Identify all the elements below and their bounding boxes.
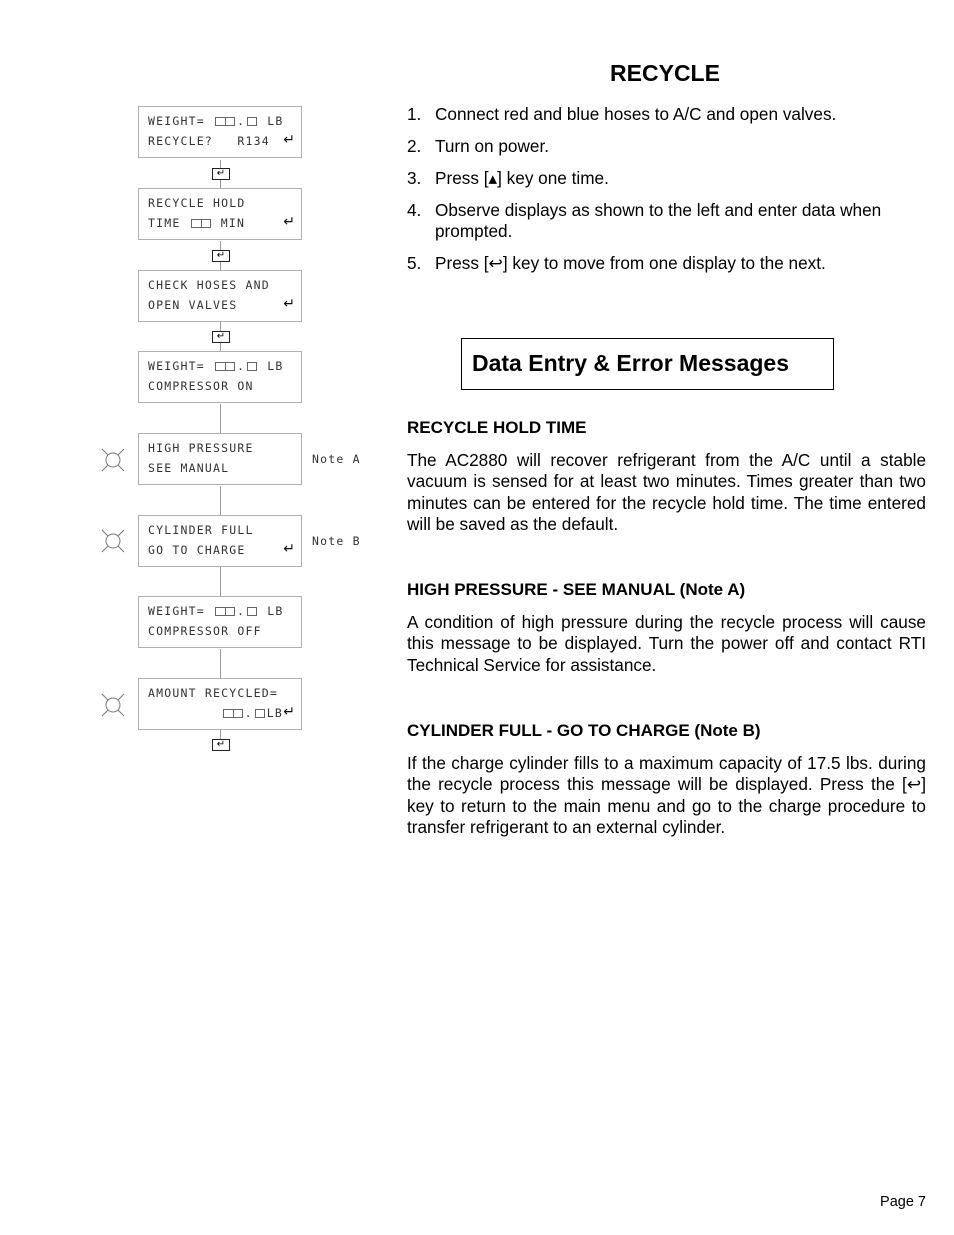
flow-connector	[220, 404, 221, 433]
enter-arrow-icon: ↵	[283, 132, 295, 148]
lcd-display-cylinder-full	[138, 515, 302, 567]
section-heading-recycle-hold: RECYCLE HOLD TIME	[407, 418, 587, 437]
alert-icon	[100, 528, 126, 554]
enter-arrow-icon: ↵	[283, 214, 295, 230]
lcd-line: COMPRESSOR ON	[148, 379, 254, 393]
digit-field	[247, 607, 257, 616]
enter-key-icon: ↵	[212, 168, 230, 180]
lcd-display-compressor-on	[138, 351, 302, 403]
enter-arrow-icon: ↵	[283, 296, 295, 312]
lcd-line: SEE MANUAL	[148, 461, 230, 475]
page-title: RECYCLE	[610, 60, 720, 86]
lcd-line: WEIGHT= . LB	[148, 359, 284, 373]
step-item: 3. Press [▴] key one time.	[407, 168, 609, 188]
lcd-line: AMOUNT RECYCLED=	[148, 686, 278, 700]
flow-connector	[220, 486, 221, 515]
lcd-display-amount-recycled	[138, 678, 302, 730]
digit-field	[215, 362, 235, 371]
lcd-display-compressor-off	[138, 596, 302, 648]
flow-connector	[220, 567, 221, 596]
digit-field	[215, 117, 235, 126]
digit-field	[215, 607, 235, 616]
enter-arrow-icon: ↵	[283, 704, 295, 720]
section-heading-cylinder-full: CYLINDER FULL - GO TO CHARGE (Note B)	[407, 721, 761, 740]
enter-arrow-icon: ↵	[283, 541, 295, 557]
lcd-line: RECYCLE HOLD	[148, 196, 246, 210]
lcd-line: CYLINDER FULL	[148, 523, 254, 537]
data-entry-heading: Data Entry & Error Messages	[461, 338, 834, 390]
lcd-line: . LB	[148, 705, 295, 721]
lcd-line: TIME MIN	[148, 216, 246, 230]
lcd-display-weight-recycle	[138, 106, 302, 158]
lcd-display-high-pressure	[138, 433, 302, 485]
lcd-display-check-hoses	[138, 270, 302, 322]
lcd-line: HIGH PRESSURE	[148, 441, 254, 455]
alert-icon	[100, 447, 126, 473]
alert-icon	[100, 692, 126, 718]
digit-field	[223, 709, 243, 718]
enter-key-icon: ↵	[212, 739, 230, 751]
lcd-line: COMPRESSOR OFF	[148, 624, 262, 638]
lcd-display-recycle-hold	[138, 188, 302, 240]
step-item: 2. Turn on power.	[407, 136, 550, 156]
instruction-steps	[407, 104, 927, 285]
digit-field	[247, 117, 257, 126]
lcd-line: WEIGHT= . LB	[148, 604, 284, 618]
section-body-high-pressure: A condition of high pressure during the recycle process will cause this message to be displayed. Turn the power off and contact RTI Technical Service for assistance.	[407, 612, 926, 675]
lcd-line: RECYCLE? R134	[148, 134, 270, 148]
digit-field	[255, 709, 265, 718]
lcd-line: OPEN VALVES	[148, 298, 238, 312]
lcd-line: GO TO CHARGE	[148, 543, 246, 557]
enter-key-icon: ↵	[212, 331, 230, 343]
lcd-line: WEIGHT= . LB	[148, 114, 284, 128]
digit-field	[247, 362, 257, 371]
step-item: 1. Connect red and blue hoses to A/C and open valves.	[407, 104, 837, 124]
enter-key-icon: ↵	[212, 250, 230, 262]
step-item: 4. Observe displays as shown to the left and enter data when prompted.	[407, 200, 882, 241]
note-a-label: Note A	[312, 452, 361, 466]
digit-field	[191, 219, 211, 228]
page-number: Page 7	[880, 1194, 926, 1210]
section-body-recycle-hold: The AC2880 will recover refrigerant from the A/C until a stable vacuum is sensed for at least two minutes. Times greater than two minutes can be entered for the recycle hold time. The time entered will be saved as the default.	[407, 450, 926, 534]
section-heading-high-pressure: HIGH PRESSURE - SEE MANUAL (Note A)	[407, 580, 746, 599]
note-b-label: Note B	[312, 534, 361, 548]
step-item: 5. Press [↩] key to move from one display to the next.	[407, 253, 826, 273]
flow-connector	[220, 649, 221, 678]
lcd-line: CHECK HOSES AND	[148, 278, 270, 292]
section-body-cylinder-full: If the charge cylinder fills to a maximum capacity of 17.5 lbs. during the recycle process this message will be displayed. Press the [↩] key to return to the main menu and go to the charge procedure to transfer refrigerant to an external cylinder.	[407, 753, 926, 837]
